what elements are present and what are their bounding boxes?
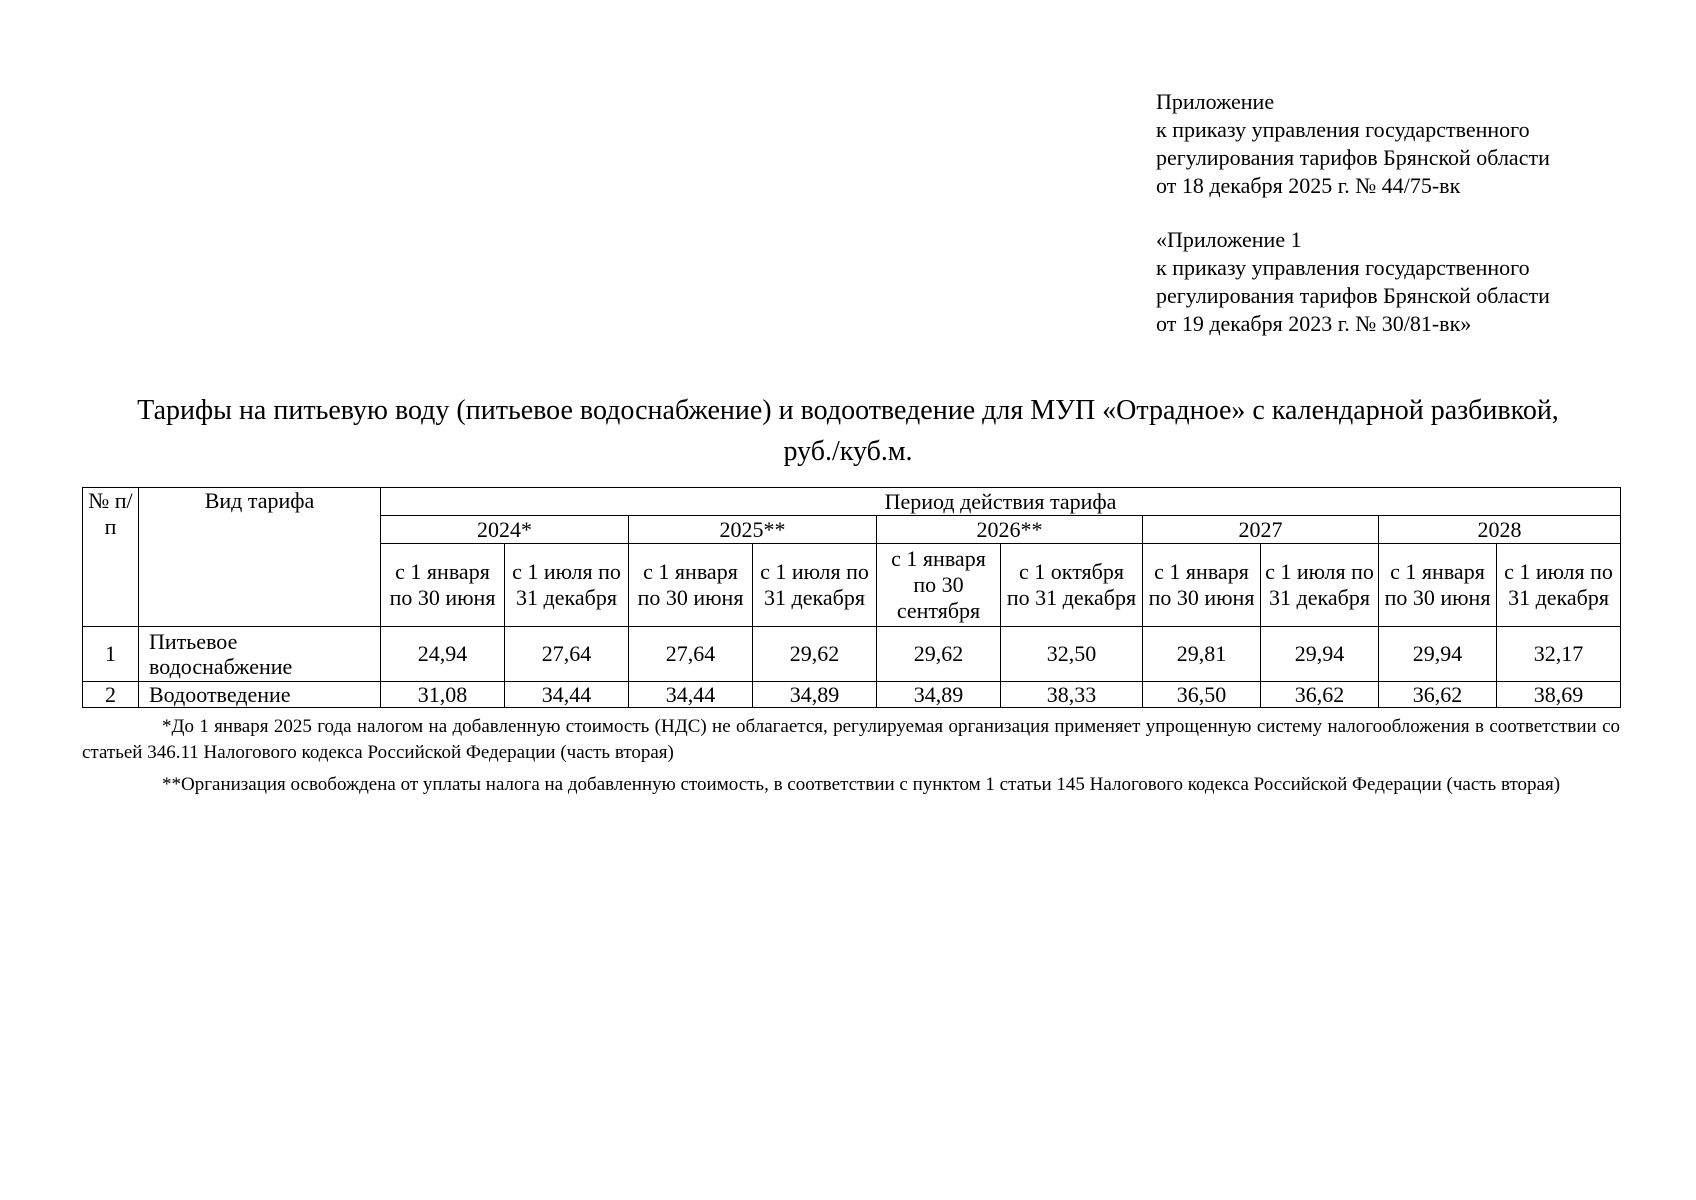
appendix-line: к приказу управления государственного bbox=[1156, 117, 1530, 142]
tariff-value: 32,17 bbox=[1497, 627, 1621, 682]
header-subperiod: с 1 июля по 31 декабря bbox=[1261, 544, 1379, 627]
header-subperiod: с 1 января по 30 сентября bbox=[877, 544, 1001, 627]
appendix-line: от 18 декабря 2025 г. № 44/75-вк bbox=[1156, 173, 1461, 198]
tariff-name: Водоотведение bbox=[139, 682, 381, 708]
appendix-block bbox=[1156, 88, 1550, 200]
tariff-value: 29,94 bbox=[1379, 627, 1497, 682]
tariff-value: 34,44 bbox=[505, 682, 629, 708]
tariff-value: 38,33 bbox=[1001, 682, 1143, 708]
header-year: 2027 bbox=[1143, 516, 1379, 544]
header-subperiod: с 1 июля по 31 декабря bbox=[1497, 544, 1621, 627]
footnote: **Организация освобождена от уплаты налога на добавленную стоимость, в соответствии с пунктом 1 статьи 145 Налогового кодекса Российской Федерации (часть вторая) bbox=[162, 774, 1561, 795]
tariff-value: 31,08 bbox=[381, 682, 505, 708]
appendix-line: Приложение bbox=[1156, 89, 1275, 114]
original-appendix-line: к приказу управления государственного bbox=[1156, 255, 1530, 280]
original-appendix-line: от 19 декабря 2023 г. № 30/81-вк» bbox=[1156, 311, 1472, 336]
header-subperiod: с 1 июля по 31 декабря bbox=[753, 544, 877, 627]
header-subperiod: с 1 января по 30 июня bbox=[381, 544, 505, 627]
tariff-value: 29,81 bbox=[1143, 627, 1261, 682]
title-line-1: Тарифы на питьевую воду (питьевое водоснабжение) и водоотведение для МУП «Отрадное» с календарной разбивкой, bbox=[137, 395, 1559, 426]
row-number: 1 bbox=[83, 627, 139, 682]
table-row bbox=[83, 627, 1621, 682]
tariff-value: 38,69 bbox=[1497, 682, 1621, 708]
original-appendix-block bbox=[1156, 226, 1550, 338]
header-subperiod: с 1 октября по 31 декабря bbox=[1001, 544, 1143, 627]
tariff-value: 36,50 bbox=[1143, 682, 1261, 708]
tariff-value: 24,94 bbox=[381, 627, 505, 682]
tariff-table bbox=[82, 487, 1621, 708]
appendix-line: регулирования тарифов Брянской области bbox=[1156, 145, 1550, 170]
header-subperiod: с 1 января по 30 июня bbox=[1143, 544, 1261, 627]
original-appendix-line: регулирования тарифов Брянской области bbox=[1156, 283, 1550, 308]
tariff-name: Питьевое водоснабжение bbox=[139, 627, 381, 682]
header-subperiod: с 1 января по 30 июня bbox=[629, 544, 753, 627]
tariff-value: 36,62 bbox=[1261, 682, 1379, 708]
header-year: 2024* bbox=[381, 516, 629, 544]
header-year: 2025** bbox=[629, 516, 877, 544]
tariff-value: 29,62 bbox=[877, 627, 1001, 682]
footnotes bbox=[82, 714, 1620, 804]
tariff-value: 36,62 bbox=[1379, 682, 1497, 708]
footnote: *До 1 января 2025 года налогом на добавленную стоимость (НДС) не облагается, регулируемая организация применяет упрощенную систему налогообложения в соответствии со статьей 346.11 Налогового кодекса Российской Федерации (часть вторая) bbox=[82, 716, 1620, 763]
title-line-2: руб./куб.м. bbox=[783, 436, 913, 467]
header-tariff-type: Вид тарифа bbox=[139, 488, 381, 627]
header-period: Период действия тарифа bbox=[381, 488, 1621, 516]
table-row bbox=[83, 682, 1621, 708]
tariff-value: 34,89 bbox=[877, 682, 1001, 708]
header-number: № п/п bbox=[83, 488, 139, 627]
document-title bbox=[80, 390, 1616, 472]
header-subperiod: с 1 июля по 31 декабря bbox=[505, 544, 629, 627]
header-year: 2028 bbox=[1379, 516, 1621, 544]
tariff-value: 27,64 bbox=[505, 627, 629, 682]
original-appendix-line: «Приложение 1 bbox=[1156, 227, 1302, 252]
header-year: 2026** bbox=[877, 516, 1143, 544]
row-number: 2 bbox=[83, 682, 139, 708]
tariff-value: 29,94 bbox=[1261, 627, 1379, 682]
tariff-value: 32,50 bbox=[1001, 627, 1143, 682]
tariff-value: 29,62 bbox=[753, 627, 877, 682]
tariff-value: 27,64 bbox=[629, 627, 753, 682]
header-subperiod: с 1 января по 30 июня bbox=[1379, 544, 1497, 627]
tariff-value: 34,44 bbox=[629, 682, 753, 708]
tariff-value: 34,89 bbox=[753, 682, 877, 708]
